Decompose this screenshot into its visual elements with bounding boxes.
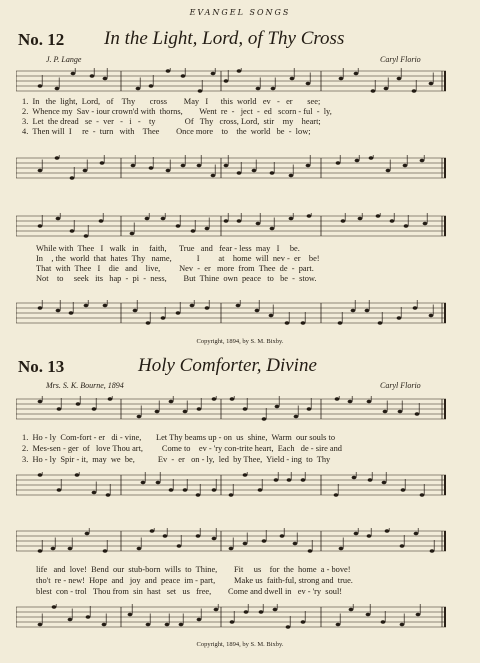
lyric-line: blest con - trol Thou from sin hast set us free, Come and dwell in ev - 'ry soul! xyxy=(36,587,343,596)
lyric-line: life and love! Bend our stub-born wills to Thine, Fit us for the home a - bove! xyxy=(36,565,351,574)
lyric-line: 2. Whence my Sav - iour crown'd with thorns, Went re - ject - ed scorn - ful - ly, xyxy=(22,107,332,116)
lyric-line: 2. Mes-sen - ger of love Thou art, Come to ev - 'ry con-trite heart, Each de - sire and xyxy=(22,444,342,453)
lyric-line: 4. Then will I re - turn with Thee Once more to the world be - low; xyxy=(22,127,311,136)
lyric-line: Not to seek its hap - pi - ness, But Thine own peace to be - stow. xyxy=(36,274,317,283)
lyric-line: 1. In the light, Lord, of Thy cross May I this world ev - er see; xyxy=(22,97,321,106)
music-staff xyxy=(16,68,446,96)
hymn-12-words-credit: J. P. Lange xyxy=(46,55,82,64)
lyric-line: While with Thee I walk in faith, True and fear - less may I be. xyxy=(36,244,300,253)
hymn-13-title: Holy Comforter, Divine xyxy=(138,355,317,376)
hymn-12-number: No. 12 xyxy=(18,30,65,49)
lyric-line: 3. Ho - ly Spir - it, may we be, Ev - er on - ly, led by Thee, Yield - ing to Thy xyxy=(22,455,331,464)
hymn-13-music-credit: Caryl Florio xyxy=(380,381,421,390)
hymn-13-words-credit: Mrs. S. K. Bourne, 1894 xyxy=(46,381,124,390)
music-staff xyxy=(16,604,446,632)
hymn-13-number: No. 13 xyxy=(18,357,65,376)
music-staff xyxy=(16,528,446,556)
music-staff xyxy=(16,472,446,500)
lyric-line: 3. Let the dread se - ver - i - ty Of Thy cross, Lord, stir my heart; xyxy=(22,117,321,126)
music-staff xyxy=(16,155,446,183)
lyric-line: That with Thee I die and live, Nev - er more from Thee de - part. xyxy=(36,264,314,273)
copyright: Copyright, 1894, by S. M. Bixby. xyxy=(196,338,284,345)
music-staff xyxy=(16,300,446,328)
music-staff xyxy=(16,213,446,241)
lyric-line: In , the world that hates Thy name, I at home will nev - er be! xyxy=(36,254,320,263)
running-head: EVANGEL SONGS xyxy=(189,8,291,17)
music-staff xyxy=(16,396,446,424)
lyric-line: tho't re - new! Hope and joy and peace im - part, Make us faith-ful, strong and true. xyxy=(36,576,353,585)
lyric-line: 1. Ho - ly Com-fort - er di - vine, Let Thy beams up - on us shine, Warm our souls to xyxy=(22,433,336,442)
copyright: Copyright, 1894, by S. M. Bixby. xyxy=(196,641,284,648)
hymn-12-title: In the Light, Lord, of Thy Cross xyxy=(104,28,345,49)
hymn-12-music-credit: Caryl Florio xyxy=(380,55,421,64)
